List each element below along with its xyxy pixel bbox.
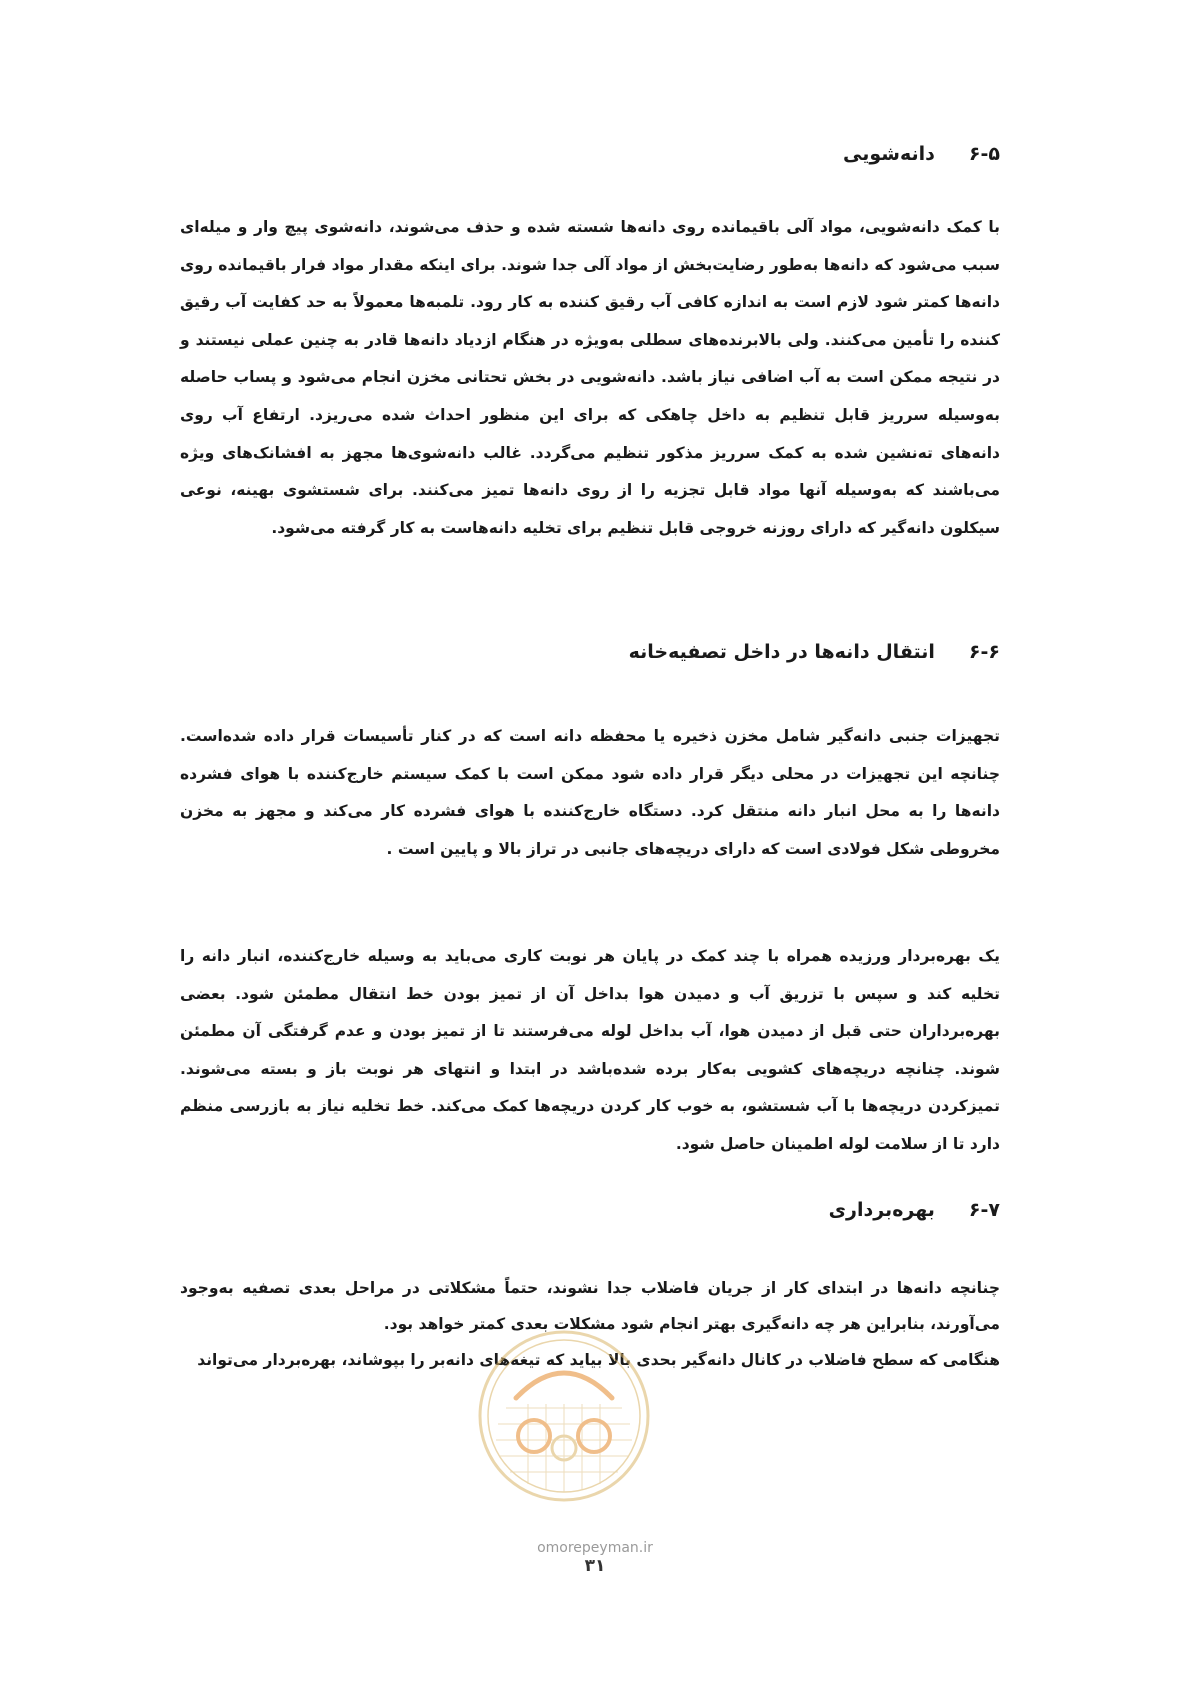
paragraph: هنگامی که سطح فاضلاب در کانال دانه‌گیر بحدی بالا بیاید که تیغه‌های دانه‌بر را بپوشاند، بهره‌بردار می‌تواند (197, 1351, 1000, 1369)
page-number: ۳۱ (584, 1556, 606, 1576)
paragraph: با کمک دانه‌شویی، مواد آلی باقیمانده روی دانه‌ها شسته شده و حذف می‌شوند، دانه‌شوی پیچ وار و میله‌ای سبب می‌شود که دانه‌ها به‌طور رضایت‌بخش از مواد آلی جدا شوند. برای اینکه مقدار مواد فرار باقیمانده روی دانه‌ها کمتر شود لازم است به اندازه کافی آب رقیق کننده به کار رود. تلمبه‌ها معمولاً به حد کفایت آب رقیق کننده را تأمین می‌کنند. ولی بالابرنده‌های سطلی به‌ویژه در هنگام ازدیاد دانه‌ها قادر به چنین عملی نیستند و در نتیجه ممکن است به آب اضافی نیاز باشد. دانه‌شویی در بخش تحتانی مخزن انجام می‌شود و پساب حاصله به‌وسیله سرریز قابل تنظیم به داخل چاهکی که برای این منظور احداث شده می‌ریزد. ارتفاع آب روی دانه‌های ته‌نشین شده به کمک سرریز مذکور تنظیم می‌گردد. غالب دانه‌شوی‌ها مجهز به افشانک‌های ویژه می‌باشند که به‌وسیله آنها مواد قابل تجزیه را از روی دانه‌ها تمیز می‌کنند. برای شستشوی بهینه، نوعی سیکلون دانه‌گیر که دارای روزنه خروجی قابل تنظیم برای تخلیه دانه‌هاست به کار گرفته می‌شود. (180, 218, 1000, 537)
section-number: ۶-۵ (968, 143, 1000, 165)
section-heading (843, 140, 1000, 168)
paragraph: یک بهره‌بردار ورزیده همراه با چند کمک در پایان هر نوبت کاری می‌باید به وسیله خارج‌کننده، انبار دانه را تخلیه کند و سپس با تزریق آب و دمیدن هوا بداخل آن از تمیز بودن خط انتقال مطمئن شود. بعضی بهره‌برداران حتی قبل از دمیدن هوا، آب بداخل لوله می‌فرستند تا از تمیز بودن و عدم گرفتگی آن مطمئن شوند. چنانچه دریچه‌های کشویی به‌کار برده شده‌باشد در ابتدا و انتهای هر نوبت باز و بسته می‌شوند. تمیزکردن دریچه‌ها با آب شستشو، به خوب کار کردن دریچه‌ها کمک می‌کند. خط تخلیه نیاز به بازرسی منظم دارد تا از سلامت لوله اطمینان حاصل شود. (180, 947, 1000, 1153)
paragraph: چنانچه دانه‌ها در ابتدای کار از جریان فاضلاب جدا نشوند، حتماً مشکلاتی در مراحل بعدی تصفیه به‌وجود می‌آورند، بنابراین هر چه دانه‌گیری بهتر انجام شود مشکلات بعدی کمتر خواهد بود. (180, 1279, 1000, 1334)
section-title: دانه‌شویی (843, 143, 935, 165)
watermark-logo (476, 1328, 652, 1504)
paragraph: تجهیزات جنبی دانه‌گیر شامل مخزن ذخیره یا محفظه دانه است که در کنار تأسیسات قرار داده شده‌است. چنانچه این تجهیزات در محلی دیگر قرار داده شود ممکن است با کمک سیستم خارج‌کننده با هوای فشرده دانه‌ها را به محل انبار دانه منتقل کرد. دستگاه خارج‌کننده با هوای فشرده کار می‌کند و مجهز به مخزن مخروطی شکل فولادی است که دارای دریچه‌های جانبی در تراز بالا و پایین است . (180, 727, 1000, 858)
section-number: ۶-۶ (968, 641, 1000, 663)
section-title: انتقال دانه‌ها در داخل تصفیه‌خانه (628, 641, 935, 663)
section-number: ۶-۷ (968, 1199, 1000, 1221)
section-title: بهره‌برداری (828, 1199, 935, 1221)
watermark-site: omorepeyman.ir (537, 1540, 653, 1556)
section-heading (829, 1196, 1000, 1224)
section-heading (629, 638, 1000, 666)
